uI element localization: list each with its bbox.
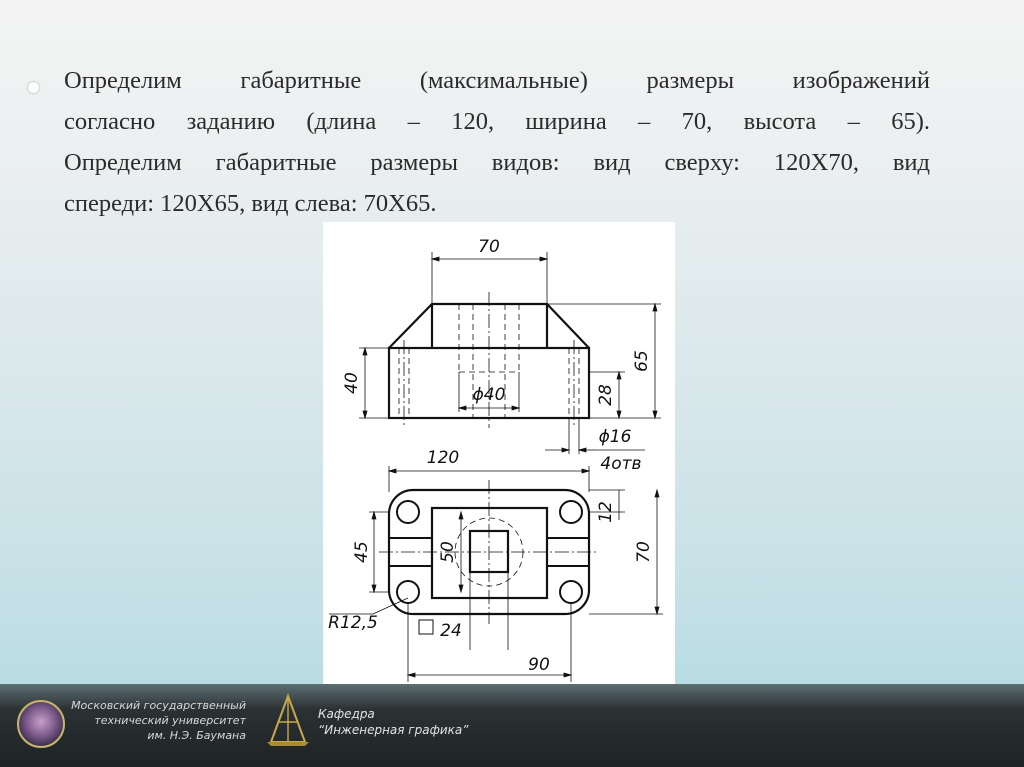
dim-50: 50 — [438, 541, 458, 563]
text-line-2: согласно заданию (длина – 120, ширина – 70, высота – 65). — [64, 108, 930, 135]
university-line-3: им. Н.Э. Баумана — [147, 729, 246, 742]
university-line-1: Московский государственный — [71, 699, 246, 712]
dim-40: 40 — [342, 372, 362, 394]
technical-drawing — [323, 222, 675, 684]
university-emblem-icon — [17, 700, 65, 748]
dim-70-top: 70 — [478, 237, 500, 257]
dim-70-top-view: 70 — [634, 541, 654, 563]
dim-4-holes: 4отв — [600, 454, 642, 474]
department-logo-icon — [265, 692, 311, 748]
dim-90: 90 — [528, 655, 550, 675]
dim-120: 120 — [426, 448, 460, 468]
text-line-1: Определим габаритные (максимальные) размеры изображений — [64, 67, 930, 94]
dim-phi16: ϕ16 — [598, 427, 632, 447]
department-line-2: “Инженерная графика” — [318, 723, 469, 737]
dim-12: 12 — [596, 501, 616, 523]
footer-bar — [0, 684, 1024, 767]
department-name — [318, 706, 468, 738]
text-line-3: Определим габаритные размеры видов: вид сверху: 120Х70, вид — [64, 149, 930, 176]
dim-square-24: 24 — [440, 621, 462, 641]
slide-body-text — [64, 60, 930, 224]
university-name — [66, 698, 246, 743]
drawing-svg — [323, 222, 675, 684]
text-line-4: спереди: 120Х65, вид слева: 70Х65. — [64, 190, 437, 217]
dim-65: 65 — [632, 350, 652, 372]
university-line-2: технический университет — [94, 714, 246, 727]
bullet-icon — [28, 82, 39, 93]
dim-28: 28 — [596, 384, 616, 406]
dim-45: 45 — [352, 541, 372, 563]
dim-r12-5: R12,5 — [328, 613, 378, 633]
department-line-1: Кафедра — [318, 707, 375, 721]
dim-phi40: ϕ40 — [472, 385, 506, 405]
